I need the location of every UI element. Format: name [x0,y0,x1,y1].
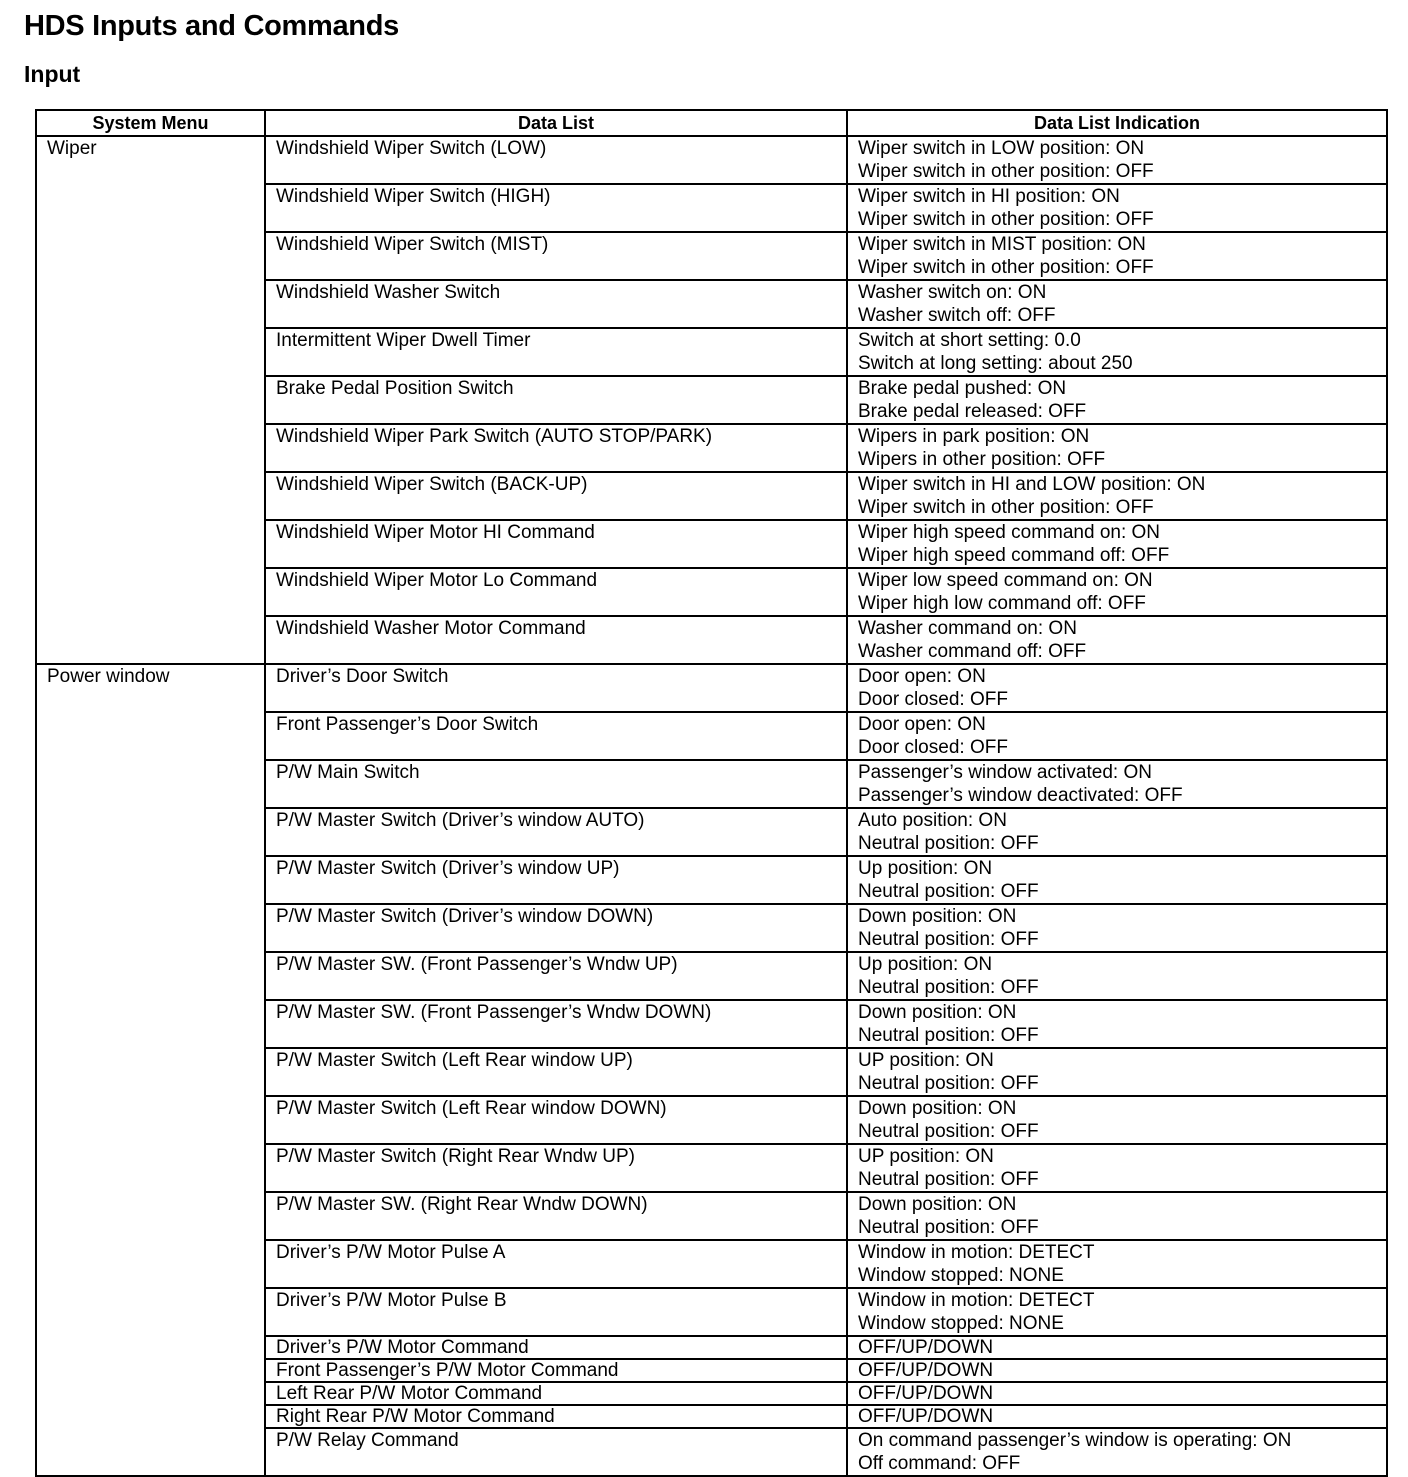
indication-line: OFF/UP/DOWN [858,1360,994,1381]
indication-line: Wiper switch in other position: OFF [858,209,1154,230]
data-list-cell: P/W Master SW. (Front Passenger’s Wndw UP) [265,952,847,1000]
indication-cell [847,1000,1387,1048]
indication-line: Washer command on: ON [858,618,1077,639]
data-list-cell: Windshield Wiper Motor HI Command [265,520,847,568]
indication-line: Wipers in park position: ON [858,426,1090,447]
indication-cell [847,808,1387,856]
table-row [36,664,1387,712]
indication-cell [847,424,1387,472]
data-list-cell: Windshield Wiper Motor Lo Command [265,568,847,616]
page-title: HDS Inputs and Commands [24,10,399,42]
indication-line: Wiper switch in other position: OFF [858,497,1154,518]
indication-cell [847,1192,1387,1240]
data-list-cell: Brake Pedal Position Switch [265,376,847,424]
data-list-cell: Driver’s P/W Motor Command [265,1336,847,1359]
header-data-list-indication: Data List Indication [847,110,1387,136]
indication-line: Off command: OFF [858,1453,1021,1474]
indication-line: On command passenger’s window is operating: ON [858,1430,1292,1451]
indication-cell [847,1288,1387,1336]
indication-line: Passenger’s window deactivated: OFF [858,785,1183,806]
indication-cell [847,232,1387,280]
indication-line: OFF/UP/DOWN [858,1406,994,1427]
indication-line: Up position: ON [858,954,993,975]
data-list-cell: Driver’s P/W Motor Pulse A [265,1240,847,1288]
indication-line: Window stopped: NONE [858,1265,1064,1286]
data-list-cell: Windshield Washer Switch [265,280,847,328]
indication-line: Wiper switch in LOW position: ON [858,138,1145,159]
data-list-cell: Windshield Wiper Park Switch (AUTO STOP/PARK) [265,424,847,472]
system-menu-cell: Wiper [36,136,265,664]
data-list-cell: Intermittent Wiper Dwell Timer [265,328,847,376]
indication-line: Auto position: ON [858,810,1007,831]
indication-line: Down position: ON [858,1194,1017,1215]
indication-cell [847,184,1387,232]
data-list-cell: P/W Master Switch (Driver’s window AUTO) [265,808,847,856]
data-list-cell: P/W Master Switch (Driver’s window UP) [265,856,847,904]
indication-line: Door closed: OFF [858,737,1008,758]
data-list-cell: Driver’s P/W Motor Pulse B [265,1288,847,1336]
indication-line: OFF/UP/DOWN [858,1337,994,1358]
indication-line: Window in motion: DETECT [858,1242,1095,1263]
data-list-cell: Right Rear P/W Motor Command [265,1405,847,1428]
header-system-menu: System Menu [36,110,265,136]
indication-line: Wiper switch in other position: OFF [858,257,1154,278]
indication-cell [847,520,1387,568]
data-list-cell: Left Rear P/W Motor Command [265,1382,847,1405]
indication-cell [847,1096,1387,1144]
indication-cell [847,712,1387,760]
indication-line: UP position: ON [858,1146,994,1167]
table-row [36,136,1387,184]
indication-line: Neutral position: OFF [858,1025,1039,1046]
indication-line: Wipers in other position: OFF [858,449,1106,470]
data-list-cell: Driver’s Door Switch [265,664,847,712]
indication-cell [847,1405,1387,1428]
indication-cell [847,664,1387,712]
indication-line: Brake pedal pushed: ON [858,378,1067,399]
indication-cell [847,760,1387,808]
indication-line: Neutral position: OFF [858,881,1039,902]
indication-line: Down position: ON [858,1002,1017,1023]
indication-cell [847,376,1387,424]
indication-line: Brake pedal released: OFF [858,401,1087,422]
indication-cell [847,856,1387,904]
indication-cell [847,280,1387,328]
indication-cell [847,136,1387,184]
indication-line: Switch at short setting: 0.0 [858,330,1081,351]
indication-line: Wiper switch in HI and LOW position: ON [858,474,1206,495]
indication-line: UP position: ON [858,1050,994,1071]
indication-line: Down position: ON [858,906,1017,927]
indication-line: Wiper switch in HI position: ON [858,186,1120,207]
data-list-cell: Windshield Wiper Switch (MIST) [265,232,847,280]
data-list-cell: Windshield Wiper Switch (LOW) [265,136,847,184]
indication-line: Neutral position: OFF [858,1073,1039,1094]
indication-line: Wiper high low command off: OFF [858,593,1146,614]
indication-cell [847,1240,1387,1288]
indication-cell [847,616,1387,664]
data-list-cell: Windshield Wiper Switch (HIGH) [265,184,847,232]
indication-line: Neutral position: OFF [858,1217,1039,1238]
indication-cell [847,1382,1387,1405]
data-list-cell: Windshield Wiper Switch (BACK-UP) [265,472,847,520]
indication-line: Wiper high speed command off: OFF [858,545,1170,566]
indication-line: Neutral position: OFF [858,929,1039,950]
indication-cell [847,904,1387,952]
data-list-cell: P/W Master Switch (Left Rear window UP) [265,1048,847,1096]
indication-line: Wiper high speed command on: ON [858,522,1161,543]
data-list-cell: Front Passenger’s P/W Motor Command [265,1359,847,1382]
indication-cell [847,1336,1387,1359]
data-list-cell: P/W Master Switch (Driver’s window DOWN) [265,904,847,952]
indication-line: Neutral position: OFF [858,1169,1039,1190]
header-row [36,110,1387,136]
data-list-cell: P/W Relay Command [265,1428,847,1476]
data-list-cell: Windshield Washer Motor Command [265,616,847,664]
indication-cell [847,1144,1387,1192]
indication-cell [847,328,1387,376]
section-title: Input [24,61,81,87]
indication-line: Door closed: OFF [858,689,1008,710]
indication-line: Washer switch on: ON [858,282,1047,303]
indication-line: Up position: ON [858,858,993,879]
indication-cell [847,1428,1387,1476]
indication-line: Down position: ON [858,1098,1017,1119]
indication-line: Washer command off: OFF [858,641,1087,662]
indication-line: OFF/UP/DOWN [858,1383,994,1404]
data-list-cell: P/W Master Switch (Left Rear window DOWN) [265,1096,847,1144]
indication-line: Wiper switch in MIST position: ON [858,234,1146,255]
indication-line: Neutral position: OFF [858,977,1039,998]
indication-line: Door open: ON [858,666,986,687]
indication-line: Switch at long setting: about 250 [858,353,1133,374]
data-list-cell: P/W Master SW. (Right Rear Wndw DOWN) [265,1192,847,1240]
table-body [36,136,1387,1476]
indication-line: Window in motion: DETECT [858,1290,1095,1311]
indication-cell [847,1359,1387,1382]
inputs-table [35,109,1388,1477]
indication-cell [847,568,1387,616]
indication-cell [847,1048,1387,1096]
indication-line: Door open: ON [858,714,986,735]
indication-line: Neutral position: OFF [858,1121,1039,1142]
header-data-list: Data List [265,110,847,136]
data-list-cell: P/W Master SW. (Front Passenger’s Wndw DOWN) [265,1000,847,1048]
system-menu-cell: Power window [36,664,265,1476]
indication-cell [847,472,1387,520]
data-list-cell: P/W Main Switch [265,760,847,808]
indication-line: Wiper switch in other position: OFF [858,161,1154,182]
data-list-cell: P/W Master Switch (Right Rear Wndw UP) [265,1144,847,1192]
indication-line: Neutral position: OFF [858,833,1039,854]
indication-line: Wiper low speed command on: ON [858,570,1153,591]
indication-line: Washer switch off: OFF [858,305,1056,326]
indication-cell [847,952,1387,1000]
data-list-cell: Front Passenger’s Door Switch [265,712,847,760]
indication-line: Passenger’s window activated: ON [858,762,1152,783]
indication-line: Window stopped: NONE [858,1313,1064,1334]
